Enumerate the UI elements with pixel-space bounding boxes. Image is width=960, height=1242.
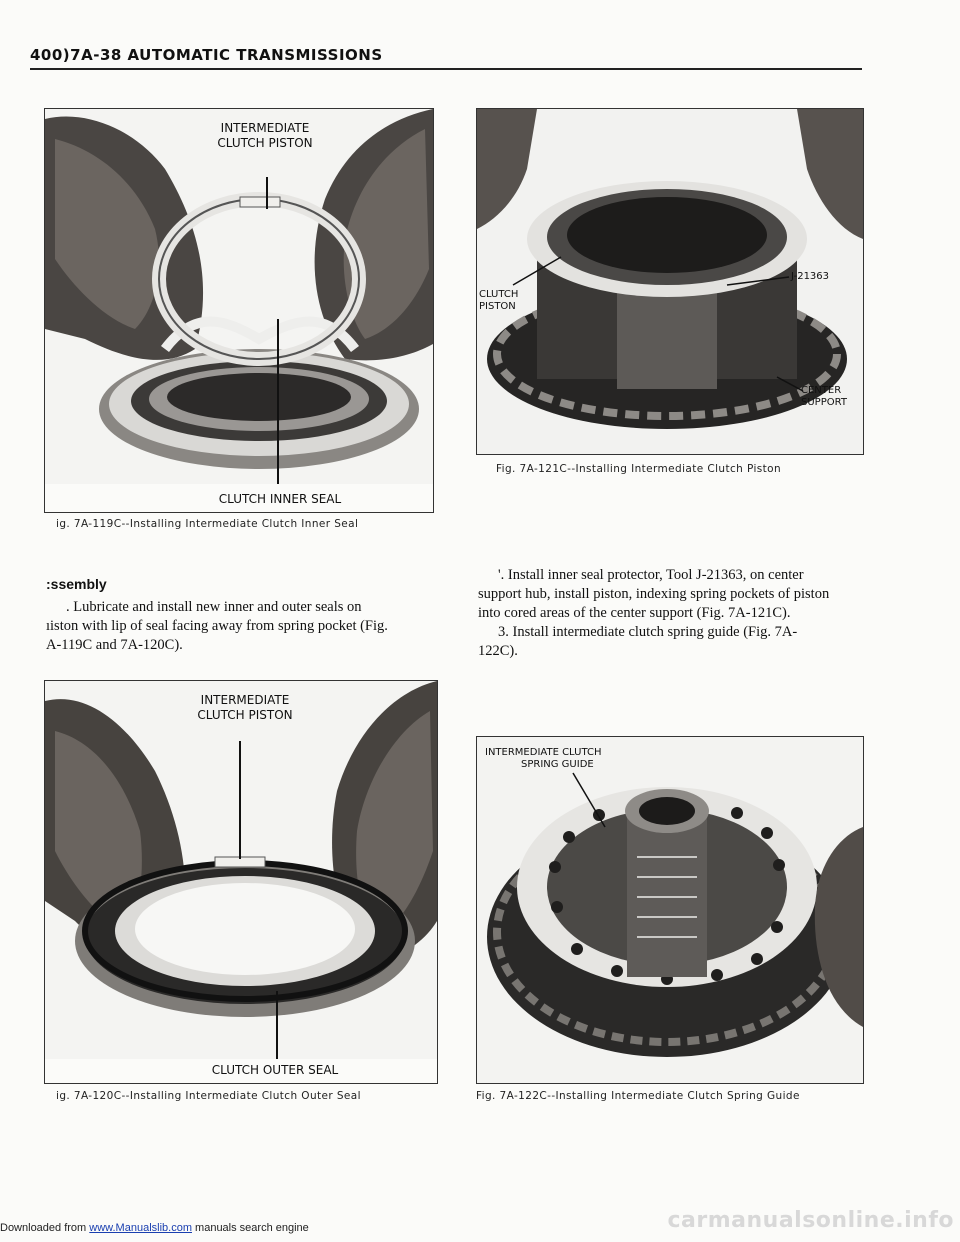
figure-119c bbox=[44, 108, 434, 513]
label-tool-j21363: J-21363 bbox=[791, 271, 830, 282]
figure-121c bbox=[476, 108, 864, 455]
text-line: . Lubricate and install new inner and outer seals on bbox=[66, 599, 362, 615]
caption-fig-120c: ig. 7A-120C--Installing Intermediate Clutch Outer Seal bbox=[56, 1090, 361, 1102]
assembly-step-3 bbox=[478, 623, 868, 661]
label-line: SUPPORT bbox=[801, 397, 847, 408]
label-line: INTERMEDIATE bbox=[200, 693, 290, 707]
text-line: into cored areas of the center support (Fig. 7A-121C). bbox=[478, 605, 791, 621]
assembly-step-1 bbox=[46, 598, 446, 655]
manualslib-link[interactable]: www.Manualslib.com bbox=[89, 1222, 192, 1234]
caption-fig-121c: Fig. 7A-121C--Installing Intermediate Clutch Piston bbox=[496, 463, 782, 475]
label-clutch-inner-seal: CLUTCH INNER SEAL bbox=[218, 492, 342, 506]
section-heading: :ssembly bbox=[46, 576, 107, 592]
label-intermediate-clutch-spring-guide bbox=[485, 747, 685, 771]
label-line: CLUTCH PISTON bbox=[217, 136, 313, 150]
label-intermediate-clutch-piston bbox=[175, 693, 315, 723]
caption-fig-119c: ig. 7A-119C--Installing Intermediate Clutch Inner Seal bbox=[56, 518, 359, 530]
label-line: CLUTCH PISTON bbox=[197, 708, 293, 722]
figure-122c bbox=[476, 736, 864, 1084]
text-line: ıiston with lip of seal facing away from spring pocket (Fig. bbox=[46, 618, 388, 634]
label-line: SPRING GUIDE bbox=[521, 759, 594, 770]
label-line: PISTON bbox=[479, 301, 516, 312]
hands-outer-seal-photo bbox=[45, 681, 437, 1083]
caption-fig-122c: Fig. 7A-122C--Installing Intermediate Clutch Spring Guide bbox=[476, 1090, 800, 1102]
text-line: 122C). bbox=[478, 643, 518, 659]
label-line: INTERMEDIATE CLUTCH bbox=[485, 747, 602, 758]
download-footer bbox=[0, 1222, 309, 1234]
footer-suffix: manuals search engine bbox=[191, 1222, 309, 1234]
page-header: 400)7A-38 AUTOMATIC TRANSMISSIONS bbox=[30, 46, 383, 64]
label-line: CENTER bbox=[801, 385, 842, 396]
hands-inner-seal-photo bbox=[45, 109, 433, 512]
assembly-step-2 bbox=[478, 566, 868, 623]
footer-prefix: Downloaded from bbox=[0, 1222, 90, 1234]
text-line: A-119C and 7A-120C). bbox=[46, 637, 183, 653]
watermark: carmanualsonline.info bbox=[667, 1208, 954, 1233]
spring-guide-photo bbox=[477, 737, 863, 1083]
label-clutch-piston bbox=[479, 289, 527, 313]
figure-120c bbox=[44, 680, 438, 1084]
label-clutch-outer-seal: CLUTCH OUTER SEAL bbox=[211, 1063, 339, 1077]
label-center-support bbox=[801, 385, 859, 409]
label-intermediate-clutch-piston bbox=[195, 121, 335, 151]
label-line: INTERMEDIATE bbox=[220, 121, 310, 135]
text-line: '. Install inner seal protector, Tool J-21363, on center bbox=[498, 567, 804, 583]
text-line: 3. Install intermediate clutch spring guide (Fig. 7A- bbox=[498, 624, 798, 640]
header-rule bbox=[30, 68, 862, 70]
label-line: CLUTCH bbox=[479, 289, 519, 300]
text-line: support hub, install piston, indexing spring pockets of piston bbox=[478, 586, 830, 602]
